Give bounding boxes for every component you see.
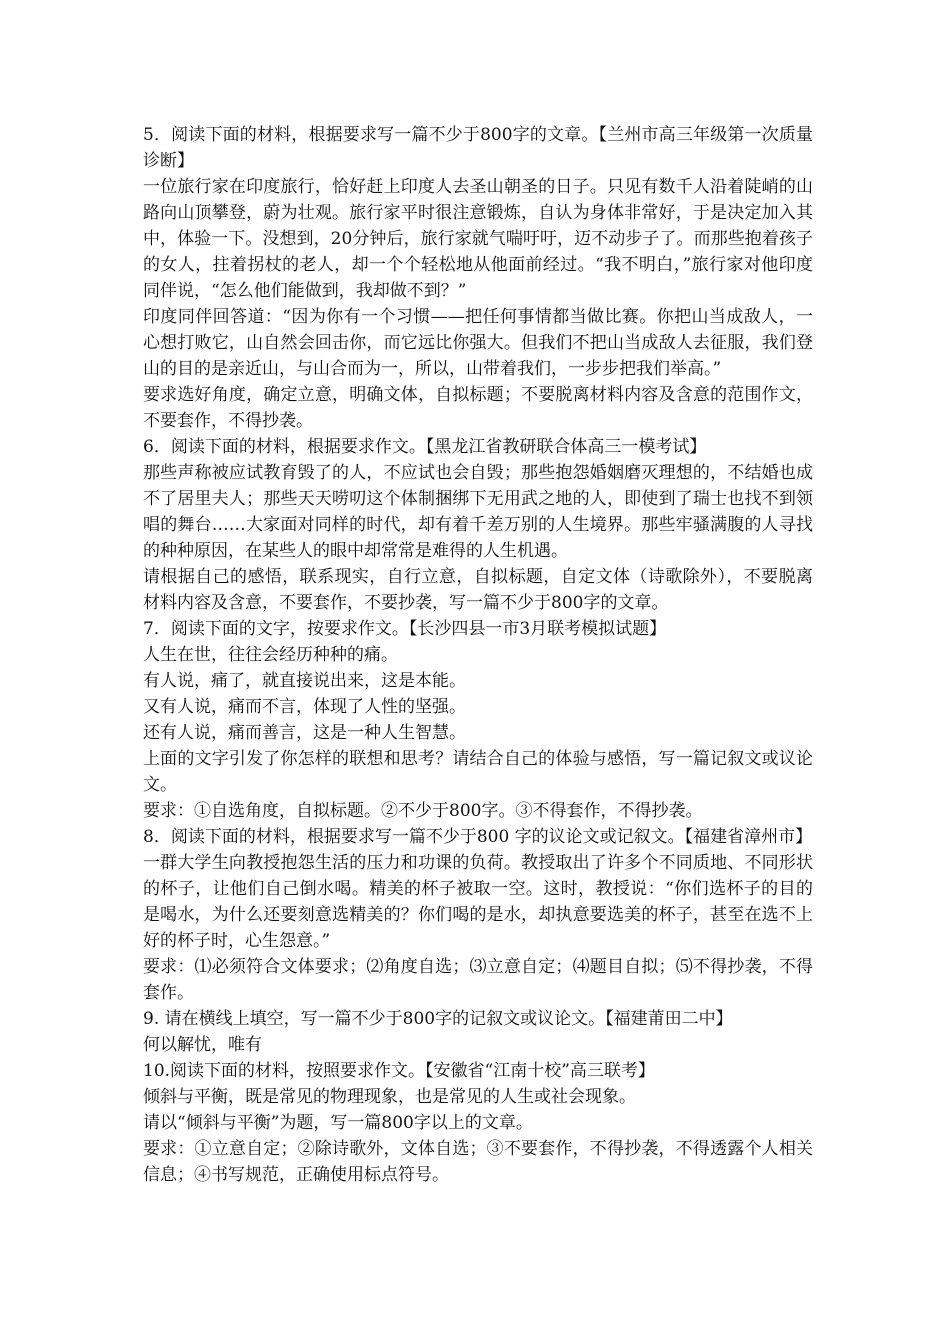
question-6 [143,434,813,616]
question-6-requirements: 请根据自己的感悟，联系现实，自行立意，自拟标题，自定文体（诗歌除外），不要脱离材料内容及含意，不要套作，不要抄袭，写一篇不少于800字的文章。 [143,567,813,613]
question-6-prompt: 6．阅读下面的材料，根据要求作文。【黑龙江省教研联合体高三一模考试】 [143,437,707,457]
question-7-material-4: 还有人说，痛而善言，这是一种人生智慧。 [143,723,466,743]
question-10-material: 倾斜与平衡，既是常见的物理现象，也是常见的人生或社会现象。 [143,1087,636,1107]
question-8-material: 一群大学生向教授抱怨生活的压力和功课的负荷。教授取出了许多个不同质地、不同形状的杯子，让他们自己倒水喝。精美的杯子被取一空。这时，教授说：“你们选杯子的目的是喝水，为什么还要刻意选精美的？你们喝的是水，却执意要选美的杯子，甚至在选不上好的杯子时，心生怨意。” [143,853,813,951]
question-5-material-2: 印度同伴回答道：“因为你有一个习惯——把任何事情都当做比赛。你把山当成敌人，一心想打败它，山自然会回击你，而它远比你强大。但我们不把山当成敌人去征服，我们登山的目的是亲近山，与山合而为一，所以，山带着我们，一步步把我们举高。” [143,307,813,379]
question-10 [143,1058,813,1188]
question-8-requirements: 要求：⑴必须符合文体要求；⑵角度自选；⑶立意自定；⑷题目自拟；⑸不得抄袭，不得套作。 [143,957,813,1003]
question-5-prompt: 5．阅读下面的材料，根据要求写一篇不少于800字的文章。【兰州市高三年级第一次质量诊断】 [143,125,813,171]
question-9-fill-in: 何以解忧，唯有 [143,1035,262,1055]
question-7-material-1: 人生在世，往往会经历种种的痛。 [143,645,398,665]
question-7-requirements: 要求：①自选角度，自拟标题。②不少于800字。③不得套作，不得抄袭。 [143,801,703,821]
question-5-requirements: 要求选好角度，确定立意，明确文体，自拟标题；不要脱离材料内容及含意的范围作文，不要套作，不得抄袭。 [143,385,813,431]
question-5-material-1: 一位旅行家在印度旅行，恰好赶上印度人去圣山朝圣的日子。只见有数千人沿着陡峭的山路向山顶攀登，蔚为壮观。旅行家平时很注意锻炼，自认为身体非常好，于是决定加入其中，体验一下。没想到，20分钟后，旅行家就气喘吁吁，迈不动步子了。而那些抱着孩子的女人，拄着拐杖的老人，却一个个轻松地从他面前经过。“我不明白，”旅行家对他印度同伴说，“怎么他们能做到，我却做不到？” [143,177,813,301]
question-6-material: 那些声称被应试教育毁了的人，不应试也会自毁；那些抱怨婚姻磨灭理想的，不结婚也成不了居里夫人；那些天天唠叨这个体制捆绑下无用武之地的人，即使到了瑞士也找不到领唱的舞台……大家面对同样的时代，却有着千差万别的人生境界。那些牢骚满腹的人寻找的种种原因，在某些人的眼中却常常是难得的人生机遇。 [143,463,813,561]
question-7-material-2: 有人说，痛了，就直接说出来，这是本能。 [143,671,466,691]
question-7-task: 上面的文字引发了你怎样的联想和思考？请结合自己的体验与感悟，写一篇记叙文或议论文。 [143,749,813,795]
document-page [143,122,813,1188]
question-7-material-3: 又有人说，痛而不言，体现了人性的坚强。 [143,697,466,717]
question-8-prompt: 8．阅读下面的材料，根据要求写一篇不少于800 字的议论文或记叙文。【福建省漳州市】 [143,827,813,847]
question-7-prompt: 7．阅读下面的文字，按要求作文。【长沙四县一市3月联考模拟试题】 [143,619,667,639]
question-10-prompt: 10.阅读下面的材料，按照要求作文。【安徽省“江南十校”高三联考】 [143,1061,655,1081]
question-10-requirements: 要求：①立意自定；②除诗歌外，文体自选；③不要套作，不得抄袭，不得透露个人相关信息；④书写规范，正确使用标点符号。 [143,1139,813,1185]
question-9 [143,1006,813,1058]
question-7 [143,616,813,824]
question-8 [143,824,813,1006]
question-9-prompt: 9. 请在横线上填空，写一篇不少于800字的记叙文或议论文。【福建莆田二中】 [143,1009,733,1029]
question-10-task: 请以“倾斜与平衡”为题，写一篇800字以上的文章。 [143,1113,533,1133]
question-5 [143,122,813,434]
